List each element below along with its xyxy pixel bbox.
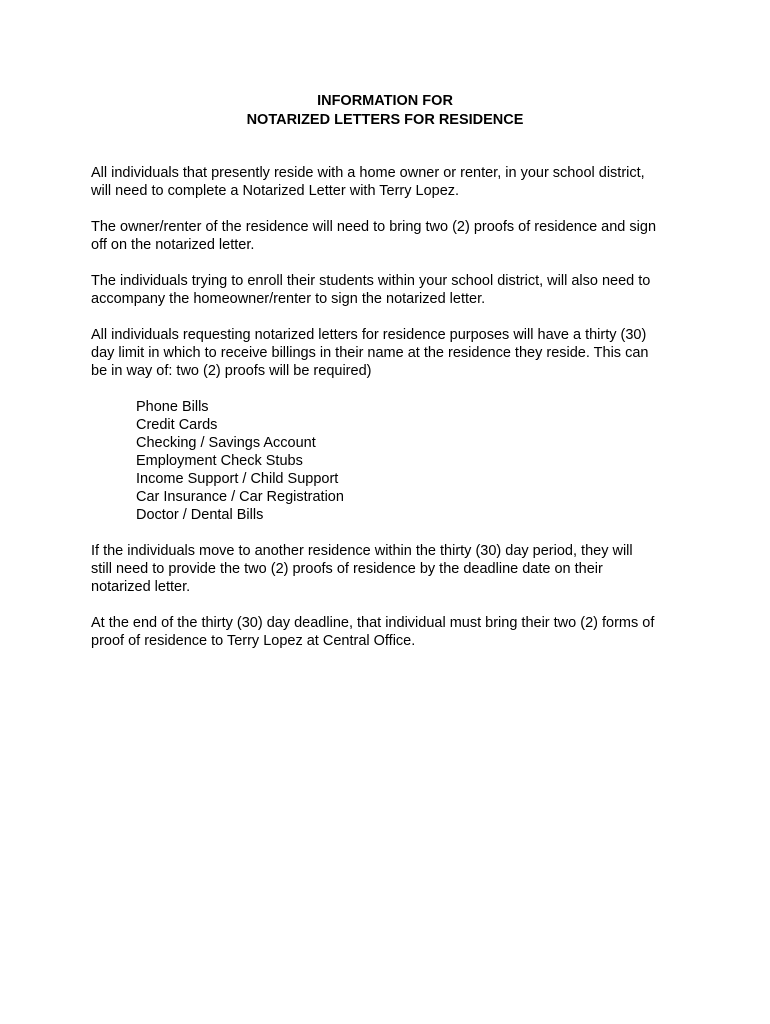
paragraph-line: will need to complete a Notarized Letter with Terry Lopez. bbox=[91, 183, 460, 199]
list-item: Checking / Savings Account bbox=[136, 435, 316, 451]
paragraph-owner-renter bbox=[91, 218, 691, 254]
title-line-2: NOTARIZED LETTERS FOR RESIDENCE bbox=[246, 112, 524, 128]
paragraph-line: day limit in which to receive billings in their name at the residence they reside. This can bbox=[91, 345, 649, 361]
paragraph-line: All individuals that presently reside with a home owner or renter, in your school district, bbox=[91, 165, 645, 181]
paragraph-line: The individuals trying to enroll their students within your school district, will also need to bbox=[91, 273, 651, 289]
paragraph-line: accompany the homeowner/renter to sign the notarized letter. bbox=[91, 291, 486, 307]
paragraph-line: At the end of the thirty (30) day deadline, that individual must bring their two (2) forms of bbox=[91, 615, 655, 631]
paragraph-line: still need to provide the two (2) proofs of residence by the deadline date on their bbox=[91, 561, 603, 577]
list-item: Income Support / Child Support bbox=[136, 471, 339, 487]
list-item: Employment Check Stubs bbox=[136, 453, 303, 469]
paragraph-moving bbox=[91, 542, 691, 596]
paragraph-enrollment bbox=[91, 272, 691, 308]
paragraph-residents bbox=[91, 164, 691, 200]
document-body bbox=[91, 164, 691, 668]
paragraph-time-limit bbox=[91, 326, 691, 380]
list-item: Credit Cards bbox=[136, 417, 218, 433]
paragraph-line: off on the notarized letter. bbox=[91, 237, 255, 253]
paragraph-line: If the individuals move to another residence within the thirty (30) day period, they will bbox=[91, 543, 633, 559]
list-item: Car Insurance / Car Registration bbox=[136, 489, 344, 505]
paragraph-deadline bbox=[91, 614, 691, 650]
list-item: Phone Bills bbox=[136, 399, 209, 415]
document-title bbox=[0, 92, 770, 130]
paragraph-line: proof of residence to Terry Lopez at Central Office. bbox=[91, 633, 416, 649]
paragraph-line: notarized letter. bbox=[91, 579, 191, 595]
list-item: Doctor / Dental Bills bbox=[136, 507, 264, 523]
proof-list bbox=[136, 398, 691, 524]
paragraph-line: All individuals requesting notarized letters for residence purposes will have a thirty (30) bbox=[91, 327, 647, 343]
paragraph-line: The owner/renter of the residence will need to bring two (2) proofs of residence and sign bbox=[91, 219, 657, 235]
paragraph-line: be in way of: two (2) proofs will be required) bbox=[91, 363, 372, 379]
title-line-1: INFORMATION FOR bbox=[317, 93, 453, 109]
